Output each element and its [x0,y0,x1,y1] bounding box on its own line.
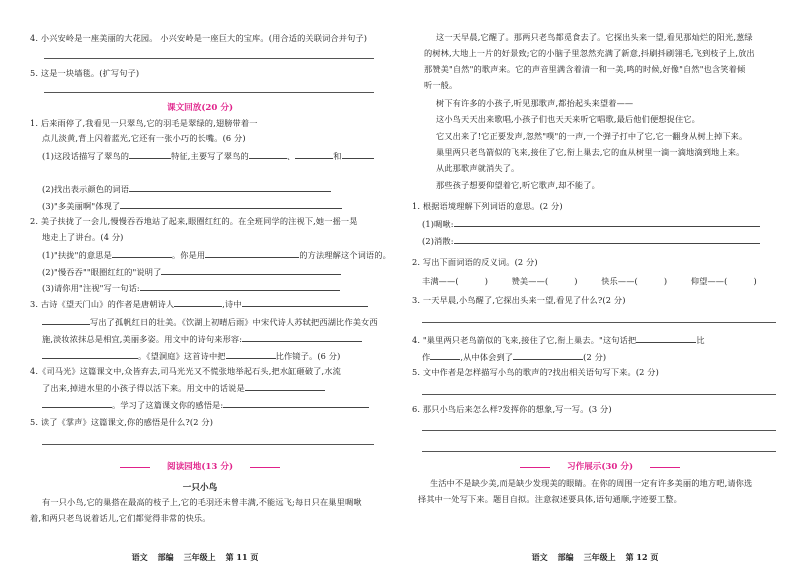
story-p3: 树下有许多的小孩子,听见那歌声,都抬起头来望着—— [436,98,634,108]
story-title: 一只小鸟 [182,483,218,493]
blank[interactable] [42,399,112,408]
s1-q4-b: 了出来,掉进水里的小孩子得以活下来。用文中的话说是 [42,382,325,394]
blank[interactable] [42,316,90,325]
s1-q5: 5. 读了《掌声》这篇课文,你的感悟是什么?(2 分) [30,417,214,427]
s1-q1-text-a: 1. 后来雨停了,我看见一只翠鸟,它的羽毛是翠绿的,翅膀带着一 [30,118,258,128]
story-p5-a: 它又出来了!它正要发声,忽然"噗"的一声,一个弹子打中了它,它一翻身从树上掉下来。 [436,131,748,141]
section-title-review: 课文回放(20 分) [120,101,280,113]
blank[interactable] [295,150,333,159]
answer-line[interactable] [422,394,776,395]
s1-q4-c: 。学习了这篇课文你的感悟是: [42,399,369,411]
blank[interactable] [205,249,299,258]
answer-line[interactable] [42,444,374,445]
blank[interactable] [129,150,171,159]
essay-prompt-b: 择其中一处写下来。题目自拟。注意叙述要具体,语句通顺,字迹要工整。 [418,494,682,504]
blank[interactable] [342,150,374,159]
r-q3: 3. 一天早晨,小鸟醒了,它探出头来一望,看见了什么?(2 分) [412,295,626,305]
story-p6: 从此那歌声就消失了。 [436,163,520,173]
essay-prompt-a: 生活中不是缺少美,而是缺少发现美的眼睛。在你的周围一定有许多美丽的地方吧,请你选 [430,478,753,488]
blank[interactable] [174,298,222,307]
left-q4: 4. 小兴安岭是一座美丽的大花园。 小兴安岭是一座巨大的宝库。(用合适的关联词合并句子) [30,33,368,43]
s1-q1-1: (1)这段话描写了翠鸟的 特征,主要写了翠鸟的 、 和 [42,150,374,162]
r-q6: 6. 那只小鸟后来怎么样?发挥你的想象,写一写。(3 分) [412,404,612,414]
blank[interactable] [636,334,696,343]
r-q1-2: (2)消散: [422,235,760,247]
page-footer-11: 语文 部编 三年级上 第 11 页 [131,552,259,562]
s1-q1-text-b: 点儿淡黄,背上闪着蓝光,它还有一张小巧的长嘴。(6 分) [42,133,246,143]
answer-line[interactable] [44,92,374,93]
blank[interactable] [112,249,172,258]
s1-q2-3: (3)请你用"注视"写一句话: [42,282,340,294]
r-q5: 5. 文中作者是怎样描写小鸟的歌声的?找出相关语句写下来。(2 分) [412,367,659,377]
r-q4-b: 作 ,从中体会到了 (2 分) [422,352,607,362]
r-q1-1: (1)啁啾: [422,218,760,230]
blank[interactable] [454,235,760,244]
story-p2-d: 听一般。 [424,80,458,90]
story-p2-b: 的树林,大地上一片的好景致;它的小脑子里忽然充满了新意,抖刷抖刷翎毛,飞到枝子上,放出 [424,48,755,58]
blank[interactable] [120,200,342,209]
story-p7: 那些孩子想要仰望着它,听它歌声,却不能了。 [436,180,600,190]
blank[interactable] [226,350,276,359]
s1-q2-1: (1)"扶拢"的意思是 。你是用 的方法理解这个词语的。 [42,250,391,260]
story-p2-a: 这一天早晨,它醒了。那两只老鸟都觅食去了。它探出头来一望,看见那灿烂的阳光,葱绿 [436,32,753,42]
story-p5-b: 巢里两只老鸟箭似的飞来,接住了它,衔上巢去,它的血从树里一滴一滴地滴到地上来。 [436,147,745,157]
s1-q2-2: (2)"慢吞吞""眼圈红红的"说明了 [42,266,341,278]
blank[interactable] [245,382,325,391]
s1-q3-b: 写出了孤帆红日的壮美。《饮湖上初晴后雨》中宋代诗人苏轼把西湖比作美女西 [42,316,378,328]
story-p1-b: 着,和两只老鸟说着话儿,它们都觉得非常的快乐。 [30,513,211,523]
blank[interactable] [242,298,368,307]
story-p4: 这小鸟天天出来歌唱,小孩子们也天天来听它唱歌,最后他们便想捉住它。 [436,114,700,124]
r-q4-a: 4. "巢里两只老鸟箭似的飞来,接住了它,衔上巢去。"这句话把 比 [412,335,705,345]
blank[interactable] [513,351,583,360]
r-q1: 1. 根据语境理解下列词语的意思。(2 分) [412,201,563,211]
page-footer-12: 语文 部编 三年级上 第 12 页 [531,552,659,562]
story-p1-a: 有一只小鸟,它的巢搭在最高的枝子上,它的毛羽还未曾丰满,不能远飞;每日只在巢里啁啾 [42,497,362,507]
s1-q1-2: (2)找出表示颜色的词语 [42,183,331,195]
s1-q3-a: 3. 古诗《望天门山》的作者是唐朝诗人 ,诗中 [30,298,368,310]
answer-line[interactable] [422,430,776,431]
blank[interactable] [249,150,287,159]
page-12 [400,0,800,576]
answer-line[interactable] [422,451,776,452]
section-title-reading: 阅读园地(13 分) [150,460,250,472]
answer-line[interactable] [422,322,776,323]
blank[interactable] [430,351,460,360]
left-q5: 5. 这是一块墙毯。(扩写句子) [30,68,140,78]
blank[interactable] [223,399,369,408]
section-title-writing: 习作展示(30 分) [550,460,650,472]
blank[interactable] [140,282,340,291]
blank[interactable] [129,183,331,192]
s1-q2-text-a: 2. 美子扶拢了一会儿,慢慢吞吞地站了起来,眼圈红红的。在全班同学的注视下,她一摇一晃 [30,216,358,226]
s1-q3-c: 施,淡妆浓抹总是相宜,美丽多姿。用文中的诗句来形容: [42,333,362,345]
s1-q4-a: 4.《司马光》这篇课文中,众皆弃去,司马光光又不慌张地举起石头,把水缸砸破了,水流 [30,366,341,376]
story-p2-c: 那赞美"自然"的歌声来。它的声音里满含着清一和一美,鸣的时候,好像"自然"也含笑着倾 [424,64,746,74]
r-q2: 2. 写出下面词语的反义词。(2 分) [412,257,538,267]
blank[interactable] [242,333,362,342]
s1-q1-3: (3)"多美丽啊"体现了 [42,200,342,212]
r-q2-items: 丰满——( ) 赞美——( ) 快乐——( ) 仰望——( ) [422,276,757,286]
s1-q3-d: 。《望洞庭》这首诗中把 比作镜子。(6 分) [42,350,340,362]
blank[interactable] [42,350,138,359]
s1-q2-text-b: 地走上了讲台。(4 分) [42,232,124,242]
blank[interactable] [454,218,760,227]
blank[interactable] [161,266,341,275]
answer-line[interactable] [44,58,374,59]
